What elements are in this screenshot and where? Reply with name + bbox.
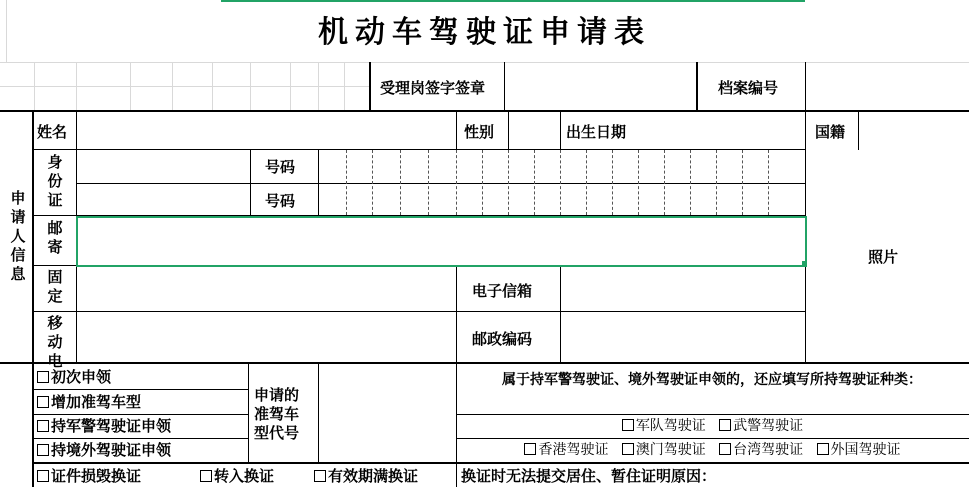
gridline: [212, 62, 213, 110]
gridline: [172, 62, 173, 110]
rule: [696, 62, 698, 111]
mail-label-char: 邮: [47, 219, 63, 237]
checkbox-icon[interactable]: [719, 443, 731, 455]
section-label-char: 息: [10, 265, 26, 283]
section-label-char: 信: [10, 246, 26, 264]
rule: [508, 110, 509, 150]
checkbox-icon[interactable]: [719, 419, 731, 431]
id-number-label: 号码: [265, 158, 296, 176]
postal-code-cell[interactable]: [562, 313, 804, 361]
gridline: [318, 62, 319, 110]
license-kind-label: 台湾驾驶证: [733, 442, 804, 458]
vehicle-code-cell[interactable]: [320, 364, 455, 461]
renewal-option-label: 证件损毁换证: [51, 467, 142, 485]
checkbox-icon[interactable]: [37, 470, 49, 482]
checkbox-icon[interactable]: [314, 470, 326, 482]
option-add-vehicle-type[interactable]: [37, 393, 141, 411]
name-cell[interactable]: [78, 112, 454, 148]
vehicle-code-label-line: 型代号: [254, 424, 300, 442]
gridline: [0, 86, 370, 87]
option-first-application[interactable]: [37, 368, 111, 386]
rule: [456, 438, 969, 439]
id-label-char: 份: [47, 172, 63, 190]
mobile-label-char: 电: [47, 352, 63, 370]
option-transfer-renewal[interactable]: [200, 467, 274, 485]
option-military-license[interactable]: [37, 417, 171, 435]
fixed-label-char: 固: [47, 268, 63, 286]
gridline: [250, 62, 251, 110]
option-expiry-renewal[interactable]: [314, 467, 418, 485]
section-label-char: 申: [10, 189, 26, 207]
id-label-char: 证: [47, 191, 63, 209]
gridline: [344, 62, 345, 110]
checkbox-icon[interactable]: [37, 396, 49, 408]
rule: [34, 462, 969, 464]
option-foreign-country-license[interactable]: [817, 442, 901, 458]
option-foreign-license[interactable]: [37, 441, 171, 459]
rule: [456, 362, 457, 487]
option-hongkong-license[interactable]: [524, 442, 608, 458]
license-kinds-row-2: [460, 441, 965, 459]
rule: [504, 62, 505, 110]
fixed-phone-label: [46, 268, 64, 308]
rule: [34, 311, 805, 312]
rule: [76, 183, 805, 184]
rule: [456, 414, 969, 415]
renewal-option-label: 转入换证: [214, 467, 275, 485]
license-kind-note: 属于持军警驾驶证、境外驾驶证申领的，还应填写所持驾驶证种类：: [502, 372, 922, 388]
rule-section-bottom: [0, 362, 969, 364]
checkbox-icon[interactable]: [37, 371, 49, 383]
rule: [560, 110, 561, 150]
gridline: [0, 62, 969, 63]
renewal-reason-label: 换证时无法提交居住、暂住证明原因：: [461, 467, 717, 485]
selection-handle[interactable]: [802, 261, 807, 266]
birth-date-label: 出生日期: [566, 123, 627, 141]
file-number-cell[interactable]: [808, 64, 968, 108]
fixed-phone-cell[interactable]: [78, 267, 454, 310]
rule: [369, 62, 371, 111]
vehicle-code-label-line: 准驾车: [254, 405, 300, 423]
section-label-char: 请: [10, 208, 26, 226]
id-card-label: [46, 153, 64, 213]
section-label-char: 人: [10, 227, 26, 245]
mobile-label-char: 动: [47, 333, 63, 351]
option-armed-police-license[interactable]: [719, 418, 803, 434]
rule: [34, 438, 248, 439]
checkbox-icon[interactable]: [200, 470, 212, 482]
rule: [250, 150, 251, 215]
option-damaged-renewal[interactable]: [37, 467, 141, 485]
license-kind-label: 武警驾驶证: [733, 418, 804, 434]
form-title: 机动车驾驶证申请表: [318, 15, 651, 50]
rule: [34, 414, 248, 415]
photo-label: 照片: [868, 248, 899, 266]
checkbox-icon[interactable]: [37, 420, 49, 432]
rule: [560, 265, 561, 362]
email-label: 电子信箱: [472, 282, 533, 300]
option-army-license[interactable]: [622, 418, 706, 434]
vehicle-code-label-line: 申请的: [254, 386, 300, 404]
checkbox-icon[interactable]: [622, 419, 634, 431]
license-kinds-row-1: [460, 417, 965, 435]
license-kind-label: 香港驾驶证: [538, 442, 609, 458]
id-number-input-2[interactable]: [320, 185, 804, 214]
id-number-label-2: 号码: [265, 192, 296, 210]
license-kind-label: 外国驾驶证: [830, 442, 901, 458]
option-taiwan-license[interactable]: [719, 442, 803, 458]
rule: [248, 362, 249, 462]
checkbox-icon[interactable]: [817, 443, 829, 455]
id-number-input[interactable]: [320, 151, 804, 182]
mail-label-char: 寄: [47, 238, 63, 256]
rule-left-section: [32, 110, 34, 487]
mobile-label-char: 移: [47, 314, 63, 332]
option-macau-license[interactable]: [622, 442, 706, 458]
rule: [858, 110, 859, 150]
mailing-address-label: [46, 219, 64, 263]
id-label-char: 身: [47, 153, 63, 171]
rule: [34, 389, 248, 390]
gender-cell[interactable]: [510, 112, 558, 148]
mobile-phone-label: [46, 314, 64, 370]
option-label: 初次申领: [51, 368, 112, 386]
checkbox-icon[interactable]: [37, 444, 49, 456]
gridline: [290, 62, 291, 110]
name-label: 姓名: [37, 123, 68, 141]
email-cell[interactable]: [562, 267, 804, 310]
gender-label: 性别: [464, 123, 495, 141]
gridline: [34, 62, 35, 110]
receiver-sign-label: 受理岗签字签章: [380, 79, 486, 97]
checkbox-icon[interactable]: [524, 443, 536, 455]
gridline: [130, 62, 131, 110]
nationality-label: 国籍: [815, 123, 846, 141]
option-label: 持境外驾驶证申领: [51, 441, 172, 459]
section-label-applicant-info: [9, 189, 27, 289]
rule: [318, 150, 319, 215]
gridline: [76, 62, 77, 110]
license-kind-label: 军队驾驶证: [635, 418, 706, 434]
file-number-label: 档案编号: [718, 79, 779, 97]
rule: [456, 265, 457, 362]
license-kind-label: 澳门驾驶证: [635, 442, 706, 458]
fixed-label-char: 定: [47, 287, 63, 305]
vehicle-code-label: [254, 386, 316, 443]
postal-code-label: 邮政编码: [472, 330, 533, 348]
rule: [318, 362, 319, 462]
checkbox-icon[interactable]: [622, 443, 634, 455]
top-accent-line: [221, 0, 805, 2]
option-label: 持军警驾驶证申领: [51, 417, 172, 435]
receiver-sign-cell[interactable]: [506, 64, 694, 108]
renewal-option-label: 有效期满换证: [328, 467, 419, 485]
rule: [805, 62, 806, 362]
rule: [456, 110, 457, 150]
option-label: 增加准驾车型: [51, 393, 142, 411]
mobile-phone-cell[interactable]: [78, 313, 454, 361]
mailing-address-cell-selected[interactable]: [76, 216, 807, 267]
